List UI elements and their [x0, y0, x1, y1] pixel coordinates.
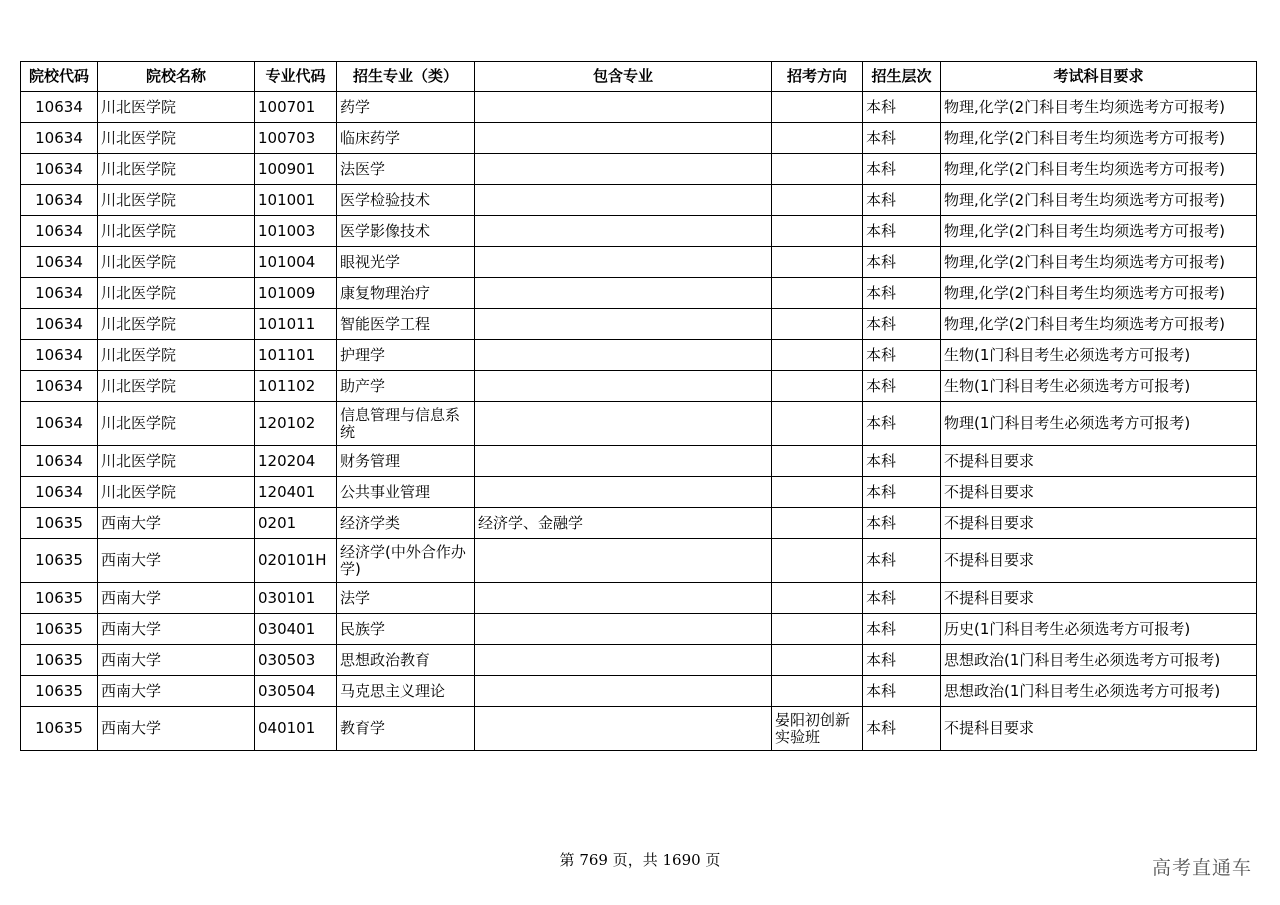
cell-level: 本科	[863, 539, 941, 583]
table-row	[21, 340, 1257, 371]
cell-direction	[772, 154, 863, 185]
cell-direction	[772, 446, 863, 477]
cell-level: 本科	[863, 247, 941, 278]
table-row	[21, 583, 1257, 614]
cell-direction	[772, 185, 863, 216]
cell-subject-requirement: 物理,化学(2门科目考生均须选考方可报考)	[941, 185, 1257, 216]
cell-direction	[772, 371, 863, 402]
cell-level: 本科	[863, 402, 941, 446]
cell-major-code: 030503	[255, 645, 337, 676]
cell-school-name: 川北医学院	[98, 216, 255, 247]
cell-major: 临床药学	[337, 123, 475, 154]
cell-subject-requirement: 不提科目要求	[941, 446, 1257, 477]
cell-major: 康复物理治疗	[337, 278, 475, 309]
table-row	[21, 676, 1257, 707]
cell-included-majors	[475, 216, 772, 247]
table-row	[21, 247, 1257, 278]
table-row	[21, 371, 1257, 402]
cell-included-majors	[475, 583, 772, 614]
cell-major-code: 120401	[255, 477, 337, 508]
cell-level: 本科	[863, 154, 941, 185]
table-row	[21, 446, 1257, 477]
cell-school-name: 西南大学	[98, 539, 255, 583]
cell-school-code: 10635	[21, 707, 98, 751]
cell-school-code: 10634	[21, 340, 98, 371]
table-row	[21, 185, 1257, 216]
cell-level: 本科	[863, 185, 941, 216]
cell-major-code: 030101	[255, 583, 337, 614]
cell-major: 眼视光学	[337, 247, 475, 278]
admissions-table-container	[20, 61, 1256, 751]
header-subject-requirement: 考试科目要求	[941, 62, 1257, 92]
cell-subject-requirement: 不提科目要求	[941, 583, 1257, 614]
cell-subject-requirement: 思想政治(1门科目考生必须选考方可报考)	[941, 645, 1257, 676]
cell-school-name: 川北医学院	[98, 247, 255, 278]
cell-major: 信息管理与信息系统	[337, 402, 475, 446]
header-school-name: 院校名称	[98, 62, 255, 92]
cell-major-code: 101003	[255, 216, 337, 247]
cell-direction	[772, 583, 863, 614]
header-major-code: 专业代码	[255, 62, 337, 92]
cell-subject-requirement: 历史(1门科目考生必须选考方可报考)	[941, 614, 1257, 645]
cell-included-majors	[475, 309, 772, 340]
cell-major: 马克思主义理论	[337, 676, 475, 707]
table-row	[21, 508, 1257, 539]
cell-school-name: 西南大学	[98, 583, 255, 614]
header-major: 招生专业（类）	[337, 62, 475, 92]
cell-school-code: 10634	[21, 371, 98, 402]
cell-school-name: 川北医学院	[98, 92, 255, 123]
cell-included-majors	[475, 707, 772, 751]
cell-included-majors	[475, 185, 772, 216]
table-row	[21, 707, 1257, 751]
table-row	[21, 278, 1257, 309]
cell-subject-requirement: 不提科目要求	[941, 539, 1257, 583]
cell-subject-requirement: 物理,化学(2门科目考生均须选考方可报考)	[941, 247, 1257, 278]
cell-included-majors	[475, 340, 772, 371]
cell-school-code: 10635	[21, 614, 98, 645]
cell-school-name: 西南大学	[98, 508, 255, 539]
cell-school-name: 西南大学	[98, 645, 255, 676]
cell-subject-requirement: 不提科目要求	[941, 707, 1257, 751]
header-school-code: 院校代码	[21, 62, 98, 92]
cell-included-majors	[475, 278, 772, 309]
cell-major: 公共事业管理	[337, 477, 475, 508]
cell-major: 药学	[337, 92, 475, 123]
table-row	[21, 477, 1257, 508]
cell-major-code: 101011	[255, 309, 337, 340]
cell-major-code: 100901	[255, 154, 337, 185]
cell-direction: 晏阳初创新实验班	[772, 707, 863, 751]
cell-major-code: 030401	[255, 614, 337, 645]
cell-level: 本科	[863, 477, 941, 508]
cell-level: 本科	[863, 92, 941, 123]
cell-school-name: 川北医学院	[98, 402, 255, 446]
header-direction: 招考方向	[772, 62, 863, 92]
header-level: 招生层次	[863, 62, 941, 92]
cell-school-code: 10635	[21, 539, 98, 583]
cell-level: 本科	[863, 707, 941, 751]
cell-major-code: 100703	[255, 123, 337, 154]
cell-level: 本科	[863, 583, 941, 614]
cell-school-code: 10634	[21, 154, 98, 185]
cell-school-code: 10634	[21, 123, 98, 154]
cell-major: 思想政治教育	[337, 645, 475, 676]
cell-direction	[772, 340, 863, 371]
cell-included-majors	[475, 92, 772, 123]
cell-school-code: 10634	[21, 278, 98, 309]
cell-major: 法学	[337, 583, 475, 614]
cell-major: 护理学	[337, 340, 475, 371]
cell-school-code: 10634	[21, 477, 98, 508]
cell-included-majors	[475, 154, 772, 185]
cell-school-name: 川北医学院	[98, 154, 255, 185]
cell-level: 本科	[863, 371, 941, 402]
cell-level: 本科	[863, 309, 941, 340]
cell-major: 医学检验技术	[337, 185, 475, 216]
header-included-majors: 包含专业	[475, 62, 772, 92]
cell-direction	[772, 247, 863, 278]
cell-subject-requirement: 物理,化学(2门科目考生均须选考方可报考)	[941, 92, 1257, 123]
cell-major: 教育学	[337, 707, 475, 751]
cell-level: 本科	[863, 614, 941, 645]
cell-direction	[772, 309, 863, 340]
cell-included-majors	[475, 477, 772, 508]
cell-included-majors	[475, 402, 772, 446]
cell-school-code: 10635	[21, 508, 98, 539]
cell-major: 民族学	[337, 614, 475, 645]
cell-subject-requirement: 不提科目要求	[941, 477, 1257, 508]
cell-direction	[772, 645, 863, 676]
cell-subject-requirement: 物理,化学(2门科目考生均须选考方可报考)	[941, 123, 1257, 154]
cell-school-name: 西南大学	[98, 614, 255, 645]
cell-direction	[772, 614, 863, 645]
cell-level: 本科	[863, 216, 941, 247]
cell-direction	[772, 402, 863, 446]
cell-major: 经济学(中外合作办学)	[337, 539, 475, 583]
cell-included-majors	[475, 247, 772, 278]
cell-subject-requirement: 物理,化学(2门科目考生均须选考方可报考)	[941, 309, 1257, 340]
cell-subject-requirement: 不提科目要求	[941, 508, 1257, 539]
table-row	[21, 92, 1257, 123]
cell-direction	[772, 539, 863, 583]
cell-level: 本科	[863, 278, 941, 309]
watermark-logo-text: 高考直通车	[1151, 857, 1252, 879]
cell-direction	[772, 508, 863, 539]
cell-subject-requirement: 物理,化学(2门科目考生均须选考方可报考)	[941, 278, 1257, 309]
cell-major: 法医学	[337, 154, 475, 185]
cell-included-majors	[475, 676, 772, 707]
cell-subject-requirement: 物理(1门科目考生必须选考方可报考)	[941, 402, 1257, 446]
table-row	[21, 645, 1257, 676]
table-row	[21, 402, 1257, 446]
cell-school-code: 10634	[21, 216, 98, 247]
table-row	[21, 614, 1257, 645]
cell-school-name: 川北医学院	[98, 185, 255, 216]
cell-major: 经济学类	[337, 508, 475, 539]
cell-subject-requirement: 生物(1门科目考生必须选考方可报考)	[941, 340, 1257, 371]
cell-included-majors: 经济学、金融学	[475, 508, 772, 539]
cell-major-code: 100701	[255, 92, 337, 123]
cell-major-code: 101009	[255, 278, 337, 309]
cell-major-code: 0201	[255, 508, 337, 539]
table-row	[21, 123, 1257, 154]
cell-school-name: 川北医学院	[98, 123, 255, 154]
table-row	[21, 309, 1257, 340]
cell-included-majors	[475, 645, 772, 676]
cell-included-majors	[475, 446, 772, 477]
cell-level: 本科	[863, 123, 941, 154]
cell-level: 本科	[863, 446, 941, 477]
cell-direction	[772, 676, 863, 707]
admissions-table	[20, 61, 1257, 751]
cell-school-name: 西南大学	[98, 707, 255, 751]
cell-major-code: 030504	[255, 676, 337, 707]
cell-included-majors	[475, 371, 772, 402]
cell-level: 本科	[863, 645, 941, 676]
cell-school-name: 川北医学院	[98, 309, 255, 340]
cell-major-code: 120204	[255, 446, 337, 477]
cell-included-majors	[475, 614, 772, 645]
cell-major-code: 020101H	[255, 539, 337, 583]
cell-major-code: 120102	[255, 402, 337, 446]
cell-level: 本科	[863, 508, 941, 539]
cell-school-code: 10634	[21, 309, 98, 340]
cell-direction	[772, 123, 863, 154]
cell-school-name: 西南大学	[98, 676, 255, 707]
page-number: 第 769 页，共 1690 页	[559, 851, 721, 869]
table-row	[21, 216, 1257, 247]
cell-school-code: 10634	[21, 92, 98, 123]
cell-school-name: 川北医学院	[98, 371, 255, 402]
cell-school-name: 川北医学院	[98, 446, 255, 477]
cell-major: 助产学	[337, 371, 475, 402]
cell-school-name: 川北医学院	[98, 340, 255, 371]
cell-major: 医学影像技术	[337, 216, 475, 247]
cell-major-code: 101101	[255, 340, 337, 371]
cell-included-majors	[475, 123, 772, 154]
cell-school-code: 10635	[21, 676, 98, 707]
cell-subject-requirement: 生物(1门科目考生必须选考方可报考)	[941, 371, 1257, 402]
cell-subject-requirement: 物理,化学(2门科目考生均须选考方可报考)	[941, 154, 1257, 185]
cell-direction	[772, 216, 863, 247]
cell-school-code: 10634	[21, 446, 98, 477]
cell-level: 本科	[863, 676, 941, 707]
table-header-row	[21, 62, 1257, 92]
cell-direction	[772, 278, 863, 309]
cell-school-code: 10634	[21, 247, 98, 278]
cell-school-name: 川北医学院	[98, 278, 255, 309]
cell-school-code: 10634	[21, 402, 98, 446]
cell-school-code: 10634	[21, 185, 98, 216]
cell-included-majors	[475, 539, 772, 583]
cell-level: 本科	[863, 340, 941, 371]
cell-major: 智能医学工程	[337, 309, 475, 340]
cell-major-code: 040101	[255, 707, 337, 751]
cell-school-name: 川北医学院	[98, 477, 255, 508]
cell-school-code: 10635	[21, 645, 98, 676]
table-row	[21, 539, 1257, 583]
cell-major-code: 101102	[255, 371, 337, 402]
cell-major-code: 101004	[255, 247, 337, 278]
cell-major-code: 101001	[255, 185, 337, 216]
table-row	[21, 154, 1257, 185]
cell-direction	[772, 477, 863, 508]
cell-major: 财务管理	[337, 446, 475, 477]
cell-subject-requirement: 物理,化学(2门科目考生均须选考方可报考)	[941, 216, 1257, 247]
cell-school-code: 10635	[21, 583, 98, 614]
cell-direction	[772, 92, 863, 123]
cell-subject-requirement: 思想政治(1门科目考生必须选考方可报考)	[941, 676, 1257, 707]
